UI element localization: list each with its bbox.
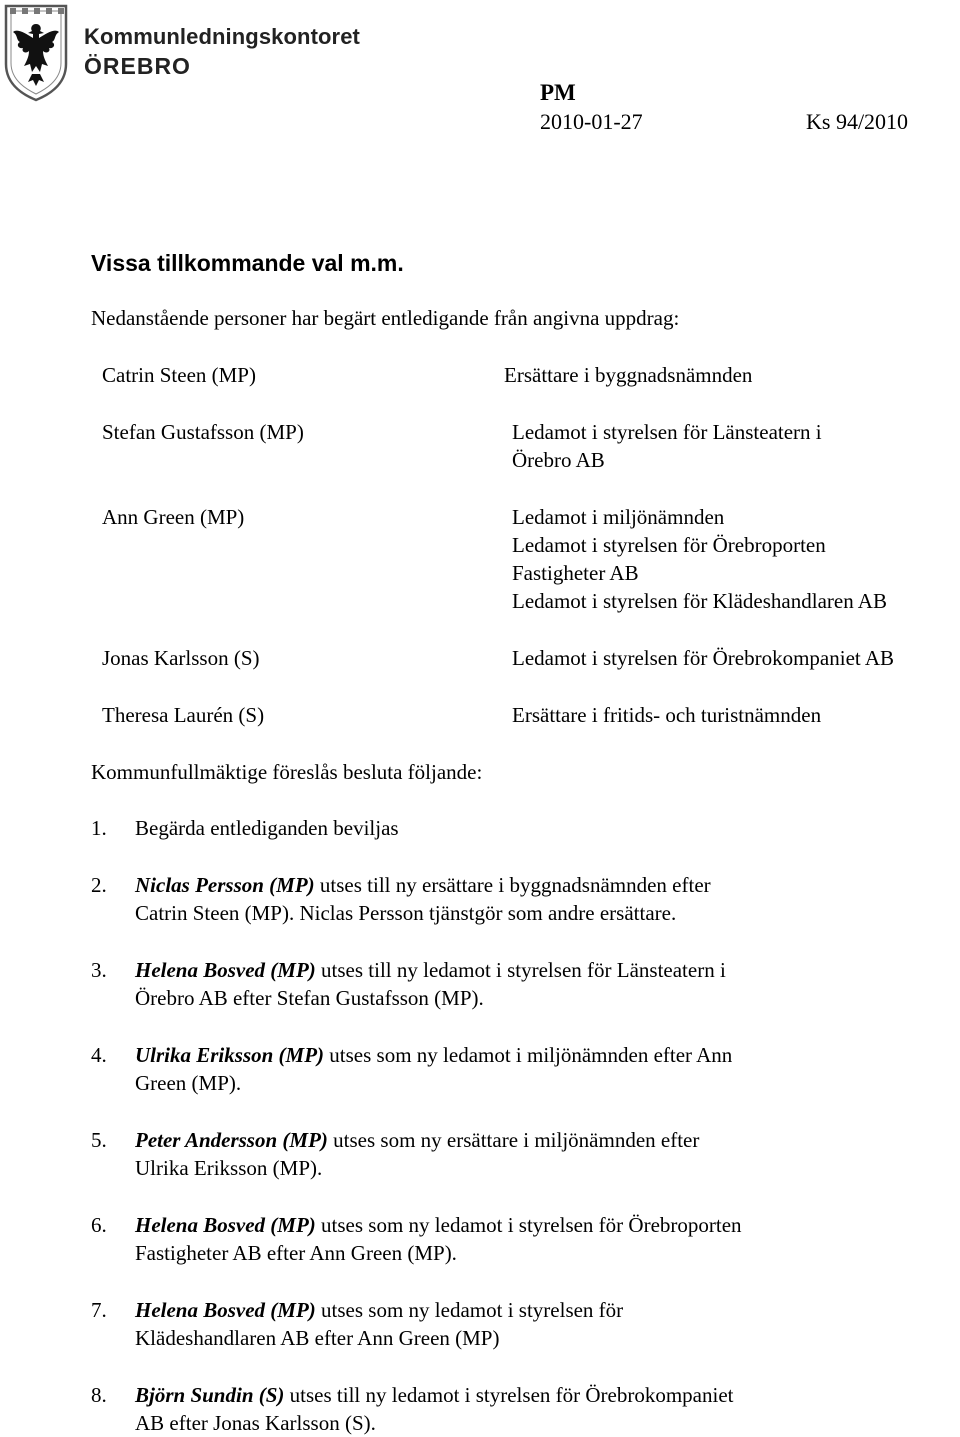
decision-text: utses till ny ersättare i byggnadsnämnden efter [314, 873, 711, 897]
resigner-role: Fastigheter AB [512, 561, 639, 585]
appointee-name: Helena Bosved (MP) [135, 1213, 316, 1237]
decision-text: utses till ny ledamot i styrelsen för Länsteatern i [315, 958, 726, 982]
decision-text-cont: Green (MP). [135, 1071, 242, 1095]
resigner-role: Ledamot i styrelsen för Örebroporten [512, 533, 826, 557]
decision-text: utses som ny ledamot i miljönämnden efter Ann [324, 1043, 733, 1067]
intro-text: Nedanstående personer har begärt entledigande från angivna uppdrag: [91, 306, 680, 330]
resigner-name: Theresa Laurén (S) [102, 703, 265, 727]
decision-item [135, 1041, 732, 1097]
decision-item [135, 814, 399, 842]
decision-item [135, 1211, 742, 1267]
resigner-role: Ledamot i styrelsen för Örebrokompaniet AB [512, 646, 894, 670]
decision-item [135, 1126, 699, 1182]
resigner-role: Ledamot i styrelsen för Länsteatern i [512, 420, 822, 444]
page-title: Vissa tillkommande val m.m. [91, 250, 404, 276]
doc-reference: Ks 94/2010 [806, 109, 909, 134]
decision-text: utses som ny ledamot i styrelsen för Örebroporten [315, 1213, 742, 1237]
decision-number: 8. [91, 1383, 107, 1407]
decision-number: 4. [91, 1043, 107, 1067]
decision-item [135, 956, 726, 1012]
doc-date: 2010-01-27 [540, 109, 643, 134]
decision-text-cont: Catrin Steen (MP). Niclas Persson tjänstgör som andre ersättare. [135, 901, 677, 925]
resigner-name: Stefan Gustafsson (MP) [102, 420, 304, 444]
org-name-line2: ÖREBRO [84, 53, 191, 79]
appointee-name: Peter Andersson (MP) [135, 1128, 328, 1152]
decision-text-cont: Örebro AB efter Stefan Gustafsson (MP). [135, 986, 484, 1010]
decision-item [135, 1381, 734, 1437]
decision-text-cont: AB efter Jonas Karlsson (S). [135, 1411, 376, 1435]
proposal-intro: Kommunfullmäktige föreslås besluta följande: [91, 760, 483, 784]
resigner-name: Ann Green (MP) [102, 505, 245, 529]
resigner-role: Örebro AB [512, 448, 605, 472]
decision-text-cont: Fastigheter AB efter Ann Green (MP). [135, 1241, 457, 1265]
resigner-role: Ersättare i byggnadsnämnden [504, 363, 753, 387]
decision-text-cont: Ulrika Eriksson (MP). [135, 1156, 323, 1180]
decision-text: Begärda entlediganden beviljas [135, 816, 399, 840]
decision-item [135, 1296, 623, 1352]
appointee-name: Niclas Persson (MP) [135, 873, 315, 897]
decision-text-cont: Klädeshandlaren AB efter Ann Green (MP) [135, 1326, 500, 1350]
org-name-line1: Kommunledningskontoret [84, 24, 360, 49]
doc-type: PM [540, 80, 576, 105]
resigner-role: Ledamot i miljönämnden [512, 505, 725, 529]
resigner-role: Ledamot i styrelsen för Klädeshandlaren AB [512, 589, 887, 613]
appointee-name: Ulrika Eriksson (MP) [135, 1043, 325, 1067]
decision-number: 1. [91, 816, 107, 840]
decision-text: utses som ny ledamot i styrelsen för [315, 1298, 624, 1322]
coat-of-arms-logo [2, 2, 70, 102]
resigner-role: Ersättare i fritids- och turistnämnden [512, 703, 822, 727]
resigner-name: Jonas Karlsson (S) [102, 646, 260, 670]
resigner-name: Catrin Steen (MP) [102, 363, 256, 387]
decision-number: 3. [91, 958, 107, 982]
decision-text: utses till ny ledamot i styrelsen för Örebrokompaniet [284, 1383, 734, 1407]
decision-number: 5. [91, 1128, 107, 1152]
appointee-name: Helena Bosved (MP) [135, 958, 316, 982]
decision-number: 2. [91, 873, 107, 897]
decision-item [135, 871, 711, 927]
appointee-name: Helena Bosved (MP) [135, 1298, 316, 1322]
decision-text: utses som ny ersättare i miljönämnden efter [327, 1128, 700, 1152]
appointee-name: Björn Sundin (S) [135, 1383, 285, 1407]
decision-number: 7. [91, 1298, 107, 1322]
decision-number: 6. [91, 1213, 107, 1237]
